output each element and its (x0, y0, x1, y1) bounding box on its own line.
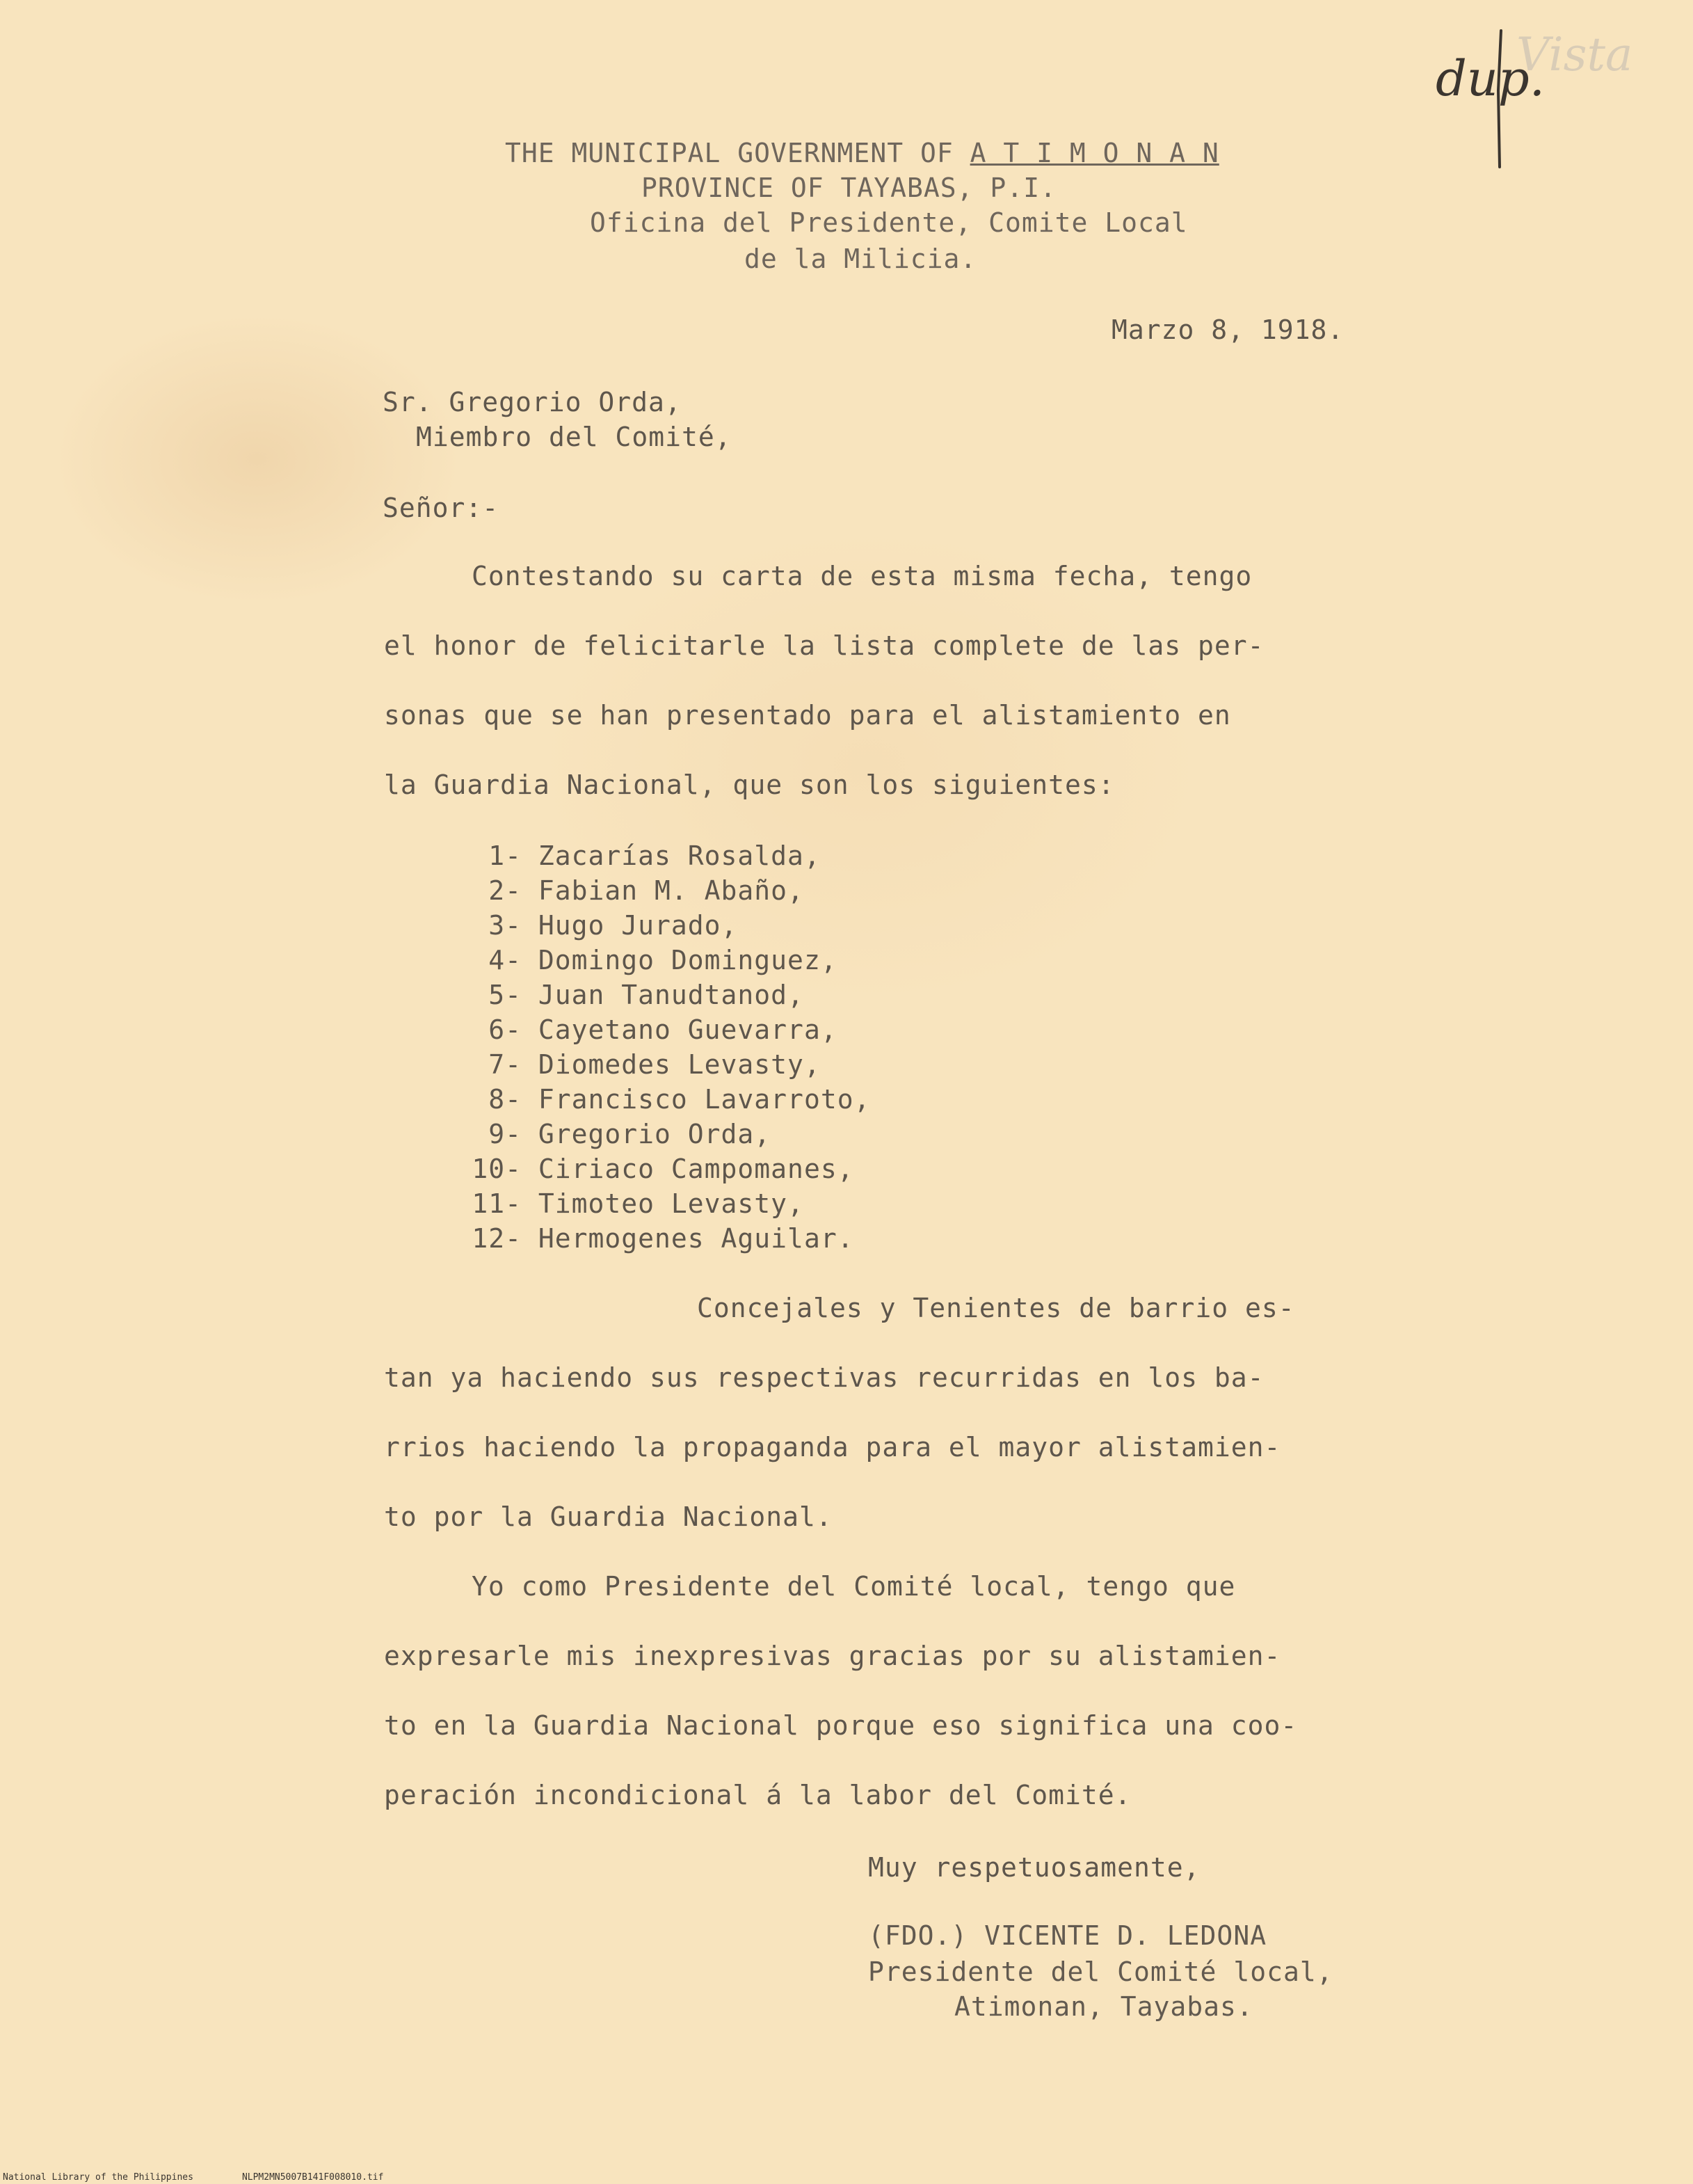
addressee-name: Sr. Gregorio Orda, (383, 387, 682, 417)
list-item (452, 1014, 837, 1045)
list-item-name: Cayetano Guevarra, (538, 1014, 837, 1045)
handwritten-annotation: dup. (1436, 50, 1545, 107)
paragraph1-line: Contestando su carta de esta misma fecha, tengo (472, 561, 1253, 591)
list-item-number: 9- (488, 1119, 522, 1149)
letterhead-office-line1: Oficina del Presidente, Comite Local (590, 207, 1188, 238)
scan-footer (3, 2173, 432, 2183)
paragraph3-line: Yo como Presidente del Comité local, tengo que (472, 1571, 1236, 1602)
addressee-position: Miembro del Comité, (416, 422, 732, 452)
list-item-number: 1- (488, 840, 522, 871)
list-item (452, 1188, 804, 1219)
list-item (452, 910, 737, 941)
paragraph3-line: to en la Guardia Nacional porque eso significa una coo- (384, 1710, 1298, 1741)
pen-stroke (1489, 28, 1509, 174)
list-item-name: Juan Tanudtanod, (538, 980, 804, 1010)
list-item-number: 12- (472, 1223, 522, 1254)
letterhead-prefix: THE MUNICIPAL GOVERNMENT OF (505, 138, 970, 168)
paragraph1-line: sonas que se han presentado para el alistamiento en (384, 700, 1231, 731)
list-item-name: Timoteo Levasty, (538, 1188, 804, 1219)
footer-library: National Library of the Philippines (3, 2172, 193, 2183)
list-item-name: Domingo Dominguez, (538, 945, 837, 975)
list-item (452, 1223, 854, 1254)
signature-name: (FDO.) VICENTE D. LEDONA (868, 1920, 1267, 1951)
letterhead-province: PROVINCE OF TAYABAS, P.I. (641, 173, 1057, 203)
list-item (452, 875, 804, 906)
list-item-number: 3- (488, 910, 522, 941)
signature-title: Presidente del Comité local, (868, 1956, 1333, 1987)
list-item-number: 8- (488, 1084, 522, 1115)
list-item-name: Zacarías Rosalda, (538, 840, 821, 871)
footer-file: NLPM2MN5007B141F008010.tif (241, 2172, 384, 2183)
letterhead-municipality (505, 138, 1219, 168)
list-item-number: 7- (488, 1049, 522, 1080)
list-item-name: Diomedes Levasty, (538, 1049, 821, 1080)
list-item (452, 980, 804, 1010)
list-item (452, 1154, 854, 1184)
paragraph1-line: la Guardia Nacional, que son los siguientes: (384, 770, 1115, 800)
list-item-number: 10- (472, 1154, 522, 1184)
list-item-name: Ciriaco Campomanes, (538, 1154, 854, 1184)
list-item-name: Hugo Jurado, (538, 910, 738, 941)
list-item (452, 1119, 771, 1149)
list-item (452, 840, 821, 871)
letterhead-office-line2: de la Milicia. (744, 244, 977, 274)
list-item-number: 11- (472, 1188, 522, 1219)
list-item-number: 4- (488, 945, 522, 975)
list-item (452, 945, 837, 975)
letterhead-town: A T I M O N A N (970, 138, 1219, 168)
closing: Muy respetuosamente, (868, 1852, 1201, 1883)
list-item-name: Francisco Lavarroto, (538, 1084, 871, 1115)
list-item-number: 2- (488, 875, 522, 906)
paragraph1-line: el honor de felicitarle la lista complete de las per- (384, 630, 1265, 661)
paragraph2-line: to por la Guardia Nacional. (384, 1501, 833, 1532)
salutation: Señor:- (383, 493, 499, 523)
signature-place: Atimonan, Tayabas. (954, 1991, 1253, 2022)
letter-date: Marzo 8, 1918. (1112, 314, 1345, 345)
list-item-number: 6- (488, 1014, 522, 1045)
list-item-name: Fabian M. Abaño, (538, 875, 804, 906)
list-item-name: Gregorio Orda, (538, 1119, 771, 1149)
paragraph3-line: expresarle mis inexpresivas gracias por su alistamien- (384, 1641, 1281, 1671)
paragraph2-line: tan ya haciendo sus respectivas recurridas en los ba- (384, 1362, 1265, 1393)
list-item (452, 1084, 870, 1115)
list-item-number: 5- (488, 980, 522, 1010)
list-item-name: Hermogenes Aguilar. (538, 1223, 854, 1254)
paragraph2-line: Concejales y Tenientes de barrio es- (697, 1293, 1295, 1323)
list-item (452, 1049, 821, 1080)
faint-annotation: Vista (1516, 28, 1633, 81)
paragraph2-line: rrios haciendo la propaganda para el mayor alistamien- (384, 1432, 1281, 1462)
paragraph3-line: peración incondicional á la labor del Comité. (384, 1780, 1132, 1810)
